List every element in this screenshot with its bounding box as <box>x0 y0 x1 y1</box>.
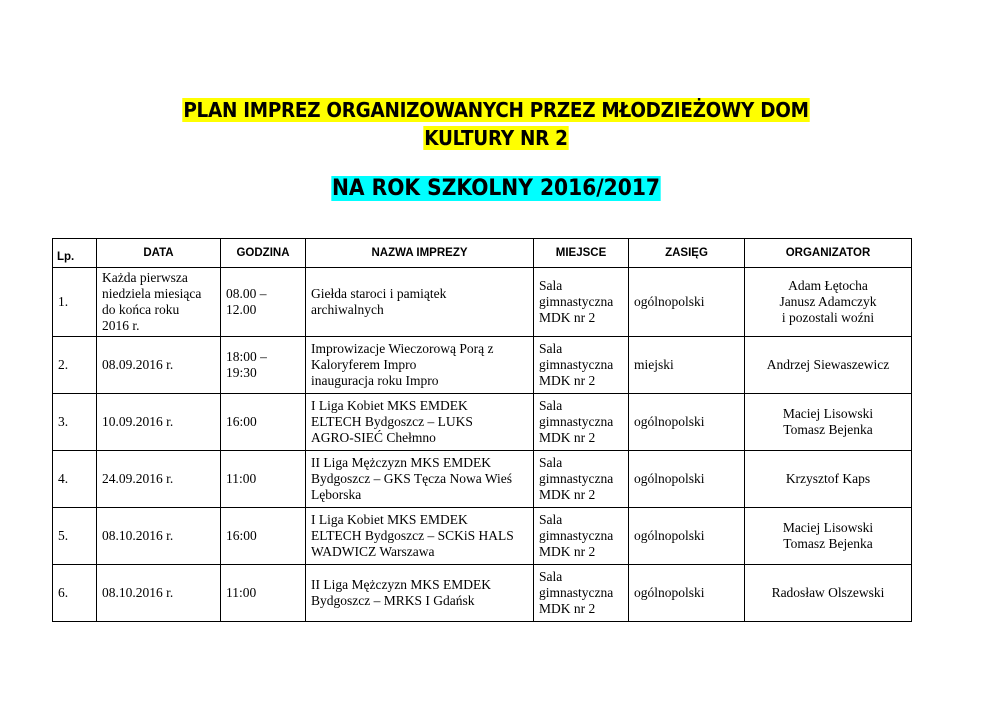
title-line-1 <box>40 96 953 124</box>
events-table <box>52 238 912 622</box>
table-row <box>53 451 912 508</box>
document-subtitle <box>40 174 953 204</box>
table-row <box>53 337 912 394</box>
cell-nazwa: II Liga Mężczyzn MKS EMDEK Bydgoszcz – MRKS I Gdańsk <box>306 565 534 622</box>
cell-nazwa: I Liga Kobiet MKS EMDEK ELTECH Bydgoszcz – SCKiS HALS WADWICZ Warszawa <box>306 508 534 565</box>
title-line-2-text: KULTURY NR 2 <box>424 126 568 150</box>
cell-zasieg: ogólnopolski <box>629 565 745 622</box>
header-data: DATA <box>97 239 221 268</box>
cell-data: 08.10.2016 r. <box>97 508 221 565</box>
cell-zasieg: ogólnopolski <box>629 508 745 565</box>
cell-lp: 3. <box>53 394 97 451</box>
cell-lp: 2. <box>53 337 97 394</box>
cell-organizator: Radosław Olszewski <box>745 565 912 622</box>
cell-lp: 4. <box>53 451 97 508</box>
title-line-1-text: PLAN IMPREZ ORGANIZOWANYCH PRZEZ MŁODZIEŻOWY DOM <box>183 98 809 122</box>
table-row <box>53 565 912 622</box>
cell-miejsce: Sala gimnastyczna MDK nr 2 <box>534 565 629 622</box>
table-body <box>53 268 912 622</box>
cell-organizator: Maciej Lisowski Tomasz Bejenka <box>745 394 912 451</box>
subtitle-text: NA ROK SZKOLNY 2016/2017 <box>331 176 661 201</box>
cell-nazwa: Improwizacje Wieczorową Porą z Kaloryferem Impro inauguracja roku Impro <box>306 337 534 394</box>
cell-godzina: 11:00 <box>221 451 306 508</box>
cell-organizator: Andrzej Siewaszewicz <box>745 337 912 394</box>
cell-data: 10.09.2016 r. <box>97 394 221 451</box>
cell-data: 24.09.2016 r. <box>97 451 221 508</box>
cell-lp: 6. <box>53 565 97 622</box>
header-lp: Lp. <box>53 239 97 268</box>
header-miejsce: MIEJSCE <box>534 239 629 268</box>
cell-data: Każda pierwsza niedziela miesiąca do końca roku 2016 r. <box>97 268 221 337</box>
cell-organizator: Krzysztof Kaps <box>745 451 912 508</box>
table-row <box>53 508 912 565</box>
header-zasieg: ZASIĘG <box>629 239 745 268</box>
cell-miejsce: Sala gimnastyczna MDK nr 2 <box>534 268 629 337</box>
cell-miejsce: Sala gimnastyczna MDK nr 2 <box>534 451 629 508</box>
cell-godzina: 08.00 – 12.00 <box>221 268 306 337</box>
cell-nazwa: II Liga Mężczyzn MKS EMDEK Bydgoszcz – GKS Tęcza Nowa Wieś Lęborska <box>306 451 534 508</box>
cell-godzina: 11:00 <box>221 565 306 622</box>
header-nazwa: NAZWA IMPREZY <box>306 239 534 268</box>
cell-godzina: 16:00 <box>221 394 306 451</box>
cell-zasieg: miejski <box>629 337 745 394</box>
cell-zasieg: ogólnopolski <box>629 451 745 508</box>
cell-godzina: 18:00 – 19:30 <box>221 337 306 394</box>
cell-organizator: Adam Łętocha Janusz Adamczyk i pozostali woźni <box>745 268 912 337</box>
cell-data: 08.10.2016 r. <box>97 565 221 622</box>
cell-nazwa: Giełda staroci i pamiątek archiwalnych <box>306 268 534 337</box>
cell-zasieg: ogólnopolski <box>629 268 745 337</box>
header-godzina: GODZINA <box>221 239 306 268</box>
cell-zasieg: ogólnopolski <box>629 394 745 451</box>
cell-miejsce: Sala gimnastyczna MDK nr 2 <box>534 394 629 451</box>
cell-godzina: 16:00 <box>221 508 306 565</box>
table-row <box>53 268 912 337</box>
title-line-2 <box>40 124 953 152</box>
cell-organizator: Maciej Lisowski Tomasz Bejenka <box>745 508 912 565</box>
cell-nazwa: I Liga Kobiet MKS EMDEK ELTECH Bydgoszcz – LUKS AGRO-SIEĆ Chełmno <box>306 394 534 451</box>
cell-data: 08.09.2016 r. <box>97 337 221 394</box>
table-row <box>53 394 912 451</box>
header-organizator: ORGANIZATOR <box>745 239 912 268</box>
cell-lp: 1. <box>53 268 97 337</box>
cell-miejsce: Sala gimnastyczna MDK nr 2 <box>534 337 629 394</box>
document-title <box>0 96 992 152</box>
cell-miejsce: Sala gimnastyczna MDK nr 2 <box>534 508 629 565</box>
table-header-row <box>53 239 912 268</box>
cell-lp: 5. <box>53 508 97 565</box>
